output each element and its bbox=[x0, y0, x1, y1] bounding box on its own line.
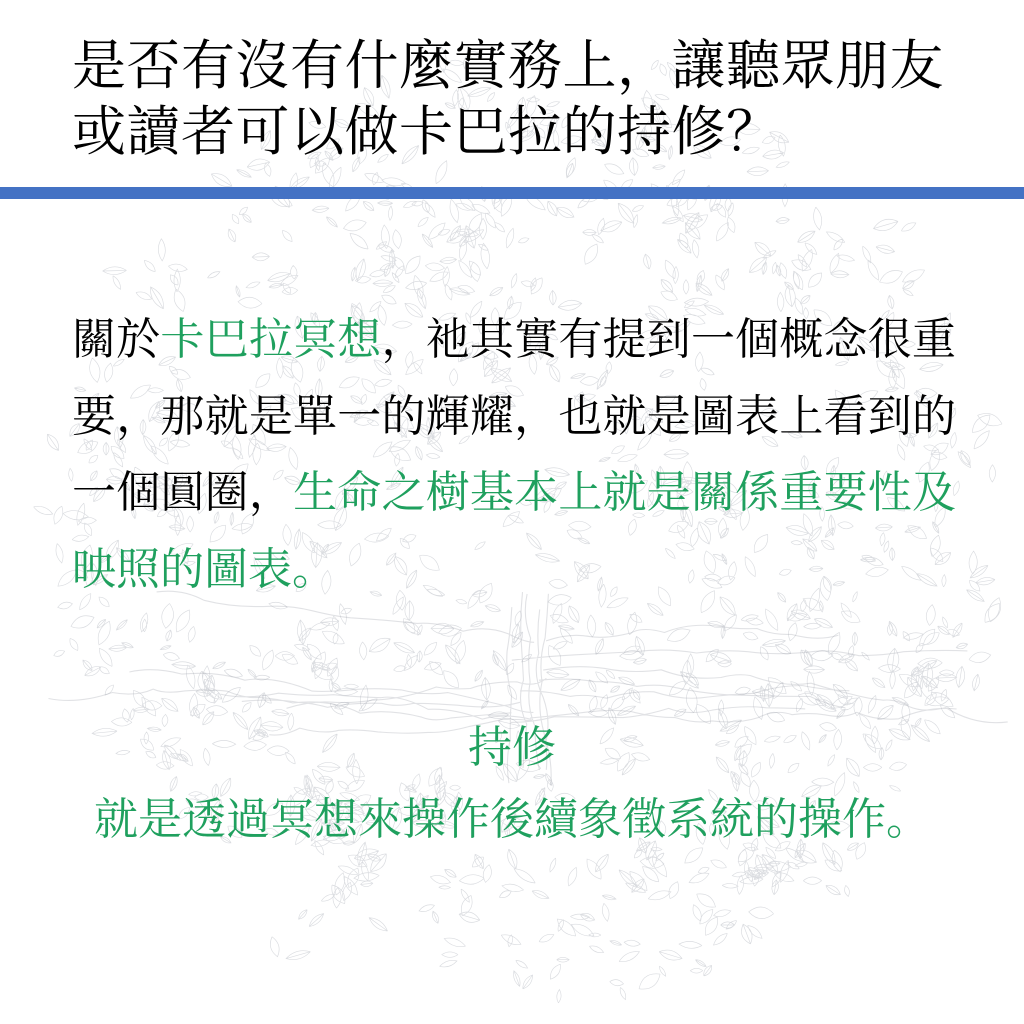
body-segment-green: 生命之樹基本上就是關係重要性及映照的圖表。 bbox=[72, 468, 957, 594]
body-paragraph bbox=[72, 302, 956, 608]
body-segment-black: ，祂其實有提到一個概念很重要，那就是單一的輝耀，也就是圖表上看到的一個圓圈， bbox=[72, 315, 957, 517]
title-line-1: 是否有沒有什麼實務上，讓聽眾朋友 bbox=[72, 36, 944, 96]
blue-divider bbox=[0, 187, 1024, 199]
page-title bbox=[72, 33, 972, 165]
title-line-2: 或讀者可以做卡巴拉的持修？ bbox=[72, 102, 781, 162]
body-segment-green: 卡巴拉冥想 bbox=[160, 315, 382, 364]
body-segment-black: 關於 bbox=[72, 315, 161, 364]
callout-line-2: 就是透過冥想來操作後續象徵系統的操作。 bbox=[94, 795, 930, 844]
callout-line-1: 持修 bbox=[468, 723, 556, 772]
callout bbox=[0, 712, 1024, 856]
